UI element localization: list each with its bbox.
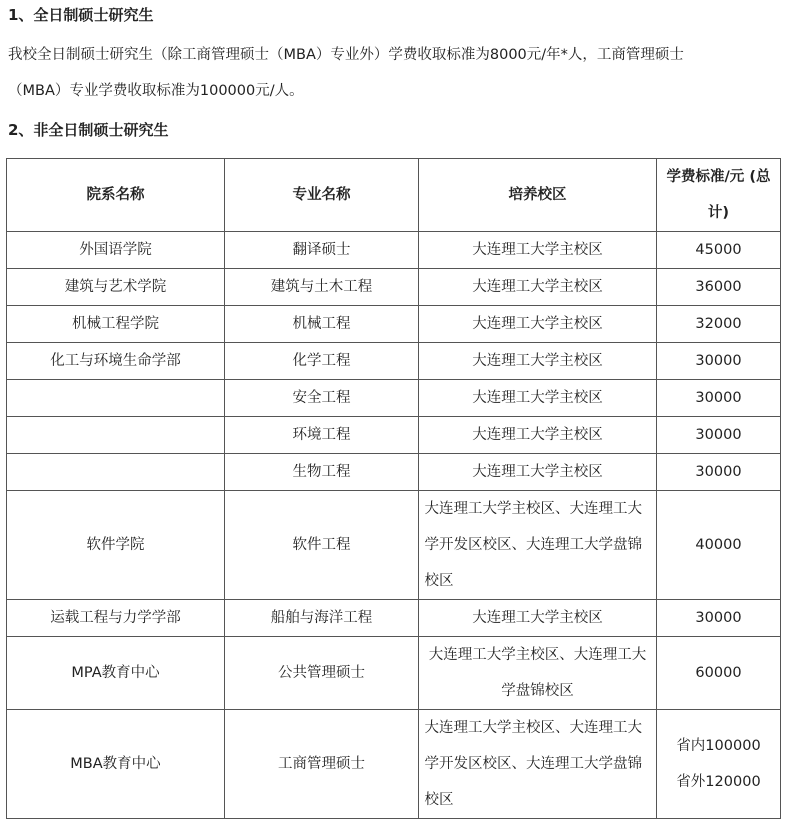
table-row [7, 343, 781, 380]
header-college: 院系名称 [7, 159, 225, 232]
cell-major: 环境工程 [225, 417, 419, 454]
header-fee-line-1: 学费标准/元 [666, 169, 745, 185]
cell-fee-out-of-province: 省外120000 [676, 774, 761, 790]
cell-major: 工商管理硕士 [225, 710, 419, 819]
cell-college: 化工与环境生命学部 [7, 343, 225, 380]
cell-major: 翻译硕士 [225, 232, 419, 269]
header-major: 专业名称 [225, 159, 419, 232]
cell-fee: 32000 [657, 306, 781, 343]
cell-campus-text: 大连理工大学主校区、大连理工大学开发区校区、大连理工大学盘锦校区 [424, 501, 642, 589]
table-row [7, 417, 781, 454]
cell-college: 运载工程与力学学部 [7, 600, 225, 637]
cell-campus: 大连理工大学主校区 [419, 454, 657, 491]
cell-college: MPA教育中心 [7, 637, 225, 710]
table-row [7, 269, 781, 306]
table-row [7, 600, 781, 637]
cell-fee: 36000 [657, 269, 781, 306]
cell-fee: 60000 [657, 637, 781, 710]
cell-major: 建筑与土木工程 [225, 269, 419, 306]
cell-major: 公共管理硕士 [225, 637, 419, 710]
cell-fee: 30000 [657, 380, 781, 417]
table-row [7, 306, 781, 343]
cell-fee-in-province: 省内100000 [676, 738, 761, 754]
cell-campus [419, 491, 657, 600]
table-row [7, 380, 781, 417]
cell-college [7, 417, 225, 454]
cell-campus [419, 637, 657, 710]
cell-fee [657, 710, 781, 819]
cell-campus-text: 大连理工大学主校区、大连理工大学盘锦校区 [428, 647, 647, 699]
table-row [7, 637, 781, 710]
section-2-heading: 2、非全日制硕士研究生 [8, 121, 169, 139]
cell-college: 软件学院 [7, 491, 225, 600]
cell-fee: 30000 [657, 454, 781, 491]
cell-major: 生物工程 [225, 454, 419, 491]
cell-campus: 大连理工大学主校区 [419, 232, 657, 269]
cell-college: 机械工程学院 [7, 306, 225, 343]
table-row [7, 491, 781, 600]
header-campus: 培养校区 [419, 159, 657, 232]
cell-campus: 大连理工大学主校区 [419, 417, 657, 454]
tuition-fee-table [6, 158, 781, 819]
cell-fee: 45000 [657, 232, 781, 269]
cell-campus: 大连理工大学主校区 [419, 380, 657, 417]
cell-college: MBA教育中心 [7, 710, 225, 819]
table-row [7, 454, 781, 491]
cell-major: 化学工程 [225, 343, 419, 380]
cell-college: 外国语学院 [7, 232, 225, 269]
cell-fee: 30000 [657, 343, 781, 380]
header-fee-line-2: (总计) [707, 169, 771, 221]
section-1-paragraph-line-1: 我校全日制硕士研究生（除工商管理硕士（MBA）专业外）学费收取标准为8000元/年*人，工商管理硕士 [8, 47, 684, 63]
header-fee [657, 159, 781, 232]
table-row [7, 710, 781, 819]
cell-campus: 大连理工大学主校区 [419, 306, 657, 343]
cell-major: 安全工程 [225, 380, 419, 417]
cell-major: 软件工程 [225, 491, 419, 600]
table-row [7, 232, 781, 269]
cell-college [7, 454, 225, 491]
cell-major: 船舶与海洋工程 [225, 600, 419, 637]
cell-campus-text: 大连理工大学主校区、大连理工大学开发区校区、大连理工大学盘锦校区 [424, 720, 642, 808]
cell-major: 机械工程 [225, 306, 419, 343]
cell-fee: 30000 [657, 600, 781, 637]
cell-fee: 40000 [657, 491, 781, 600]
cell-campus: 大连理工大学主校区 [419, 269, 657, 306]
section-1-paragraph-line-2: （MBA）专业学费收取标准为100000元/人。 [8, 83, 304, 99]
cell-campus: 大连理工大学主校区 [419, 343, 657, 380]
table-header-row [7, 159, 781, 232]
cell-college: 建筑与艺术学院 [7, 269, 225, 306]
cell-campus: 大连理工大学主校区 [419, 600, 657, 637]
cell-fee: 30000 [657, 417, 781, 454]
cell-college [7, 380, 225, 417]
section-1-heading: 1、全日制硕士研究生 [8, 6, 154, 24]
cell-campus [419, 710, 657, 819]
